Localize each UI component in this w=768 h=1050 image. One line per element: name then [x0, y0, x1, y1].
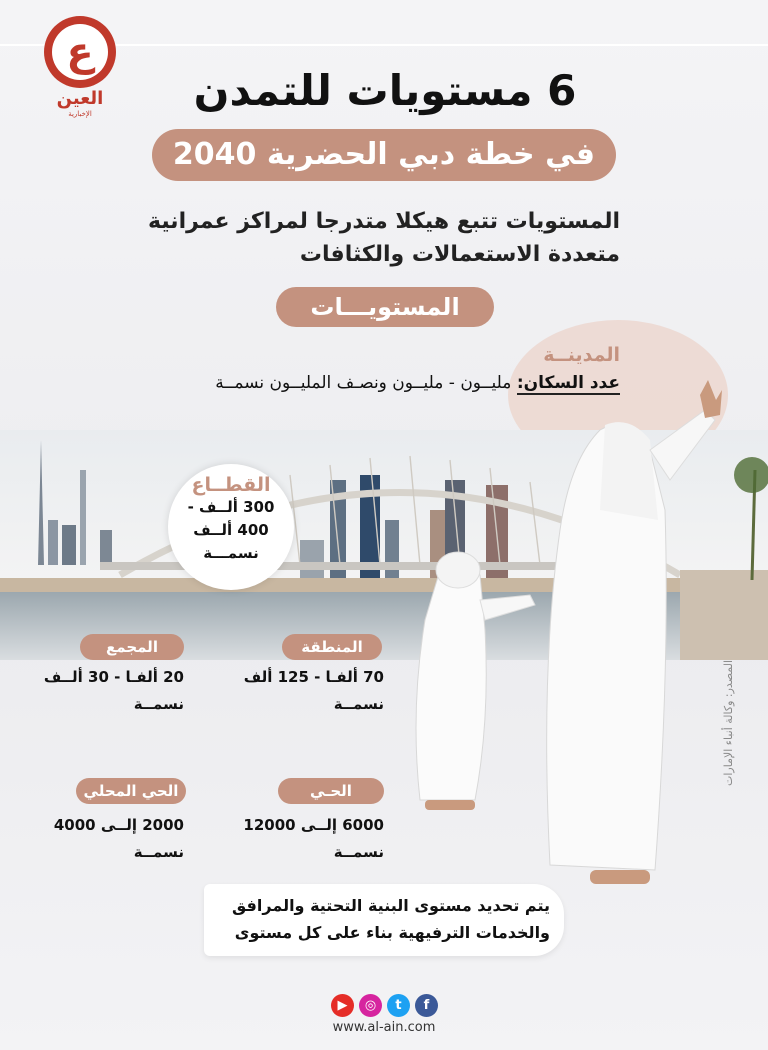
city-population-label: عدد السكان:	[516, 373, 620, 393]
neighborhood-value	[200, 812, 384, 866]
source-credit: المصدر: وكالة أنباء الإمارات	[722, 660, 735, 786]
logo-glyph: ع	[52, 24, 108, 80]
twitter-icon[interactable]: t	[387, 994, 410, 1017]
local-neighborhood-tag: الحي المحلي	[76, 778, 186, 804]
logo-name: العين	[56, 88, 104, 109]
complex-value	[20, 664, 184, 718]
region-value-line1: 70 ألفـا - 125 ألف	[243, 668, 384, 686]
complex-value-line1: 20 ألفـا - 30 ألــف	[43, 668, 184, 686]
sector-value: 300 ألــف - 400 ألــف نسمـــة	[187, 498, 275, 562]
page-title: 6 مستويات للتمدن	[193, 66, 577, 115]
neighborhood-tag: الحـي	[278, 778, 384, 804]
sector-title: القطــاع	[191, 474, 271, 496]
city-title: المدينــة	[543, 344, 620, 366]
local-neighborhood-value-line1: 2000 إلــى 4000	[53, 816, 184, 834]
website-link[interactable]: www.al-ain.com	[332, 1020, 436, 1035]
footer-note: يتم تحديد مستوى البنية التحتية والمرافق والخدمات الترفيهية بناء على كل مستوى	[204, 884, 564, 956]
father-son-figure	[400, 370, 740, 890]
local-neighborhood-value-line2: نسمــة	[133, 843, 184, 861]
local-neighborhood-value	[20, 812, 184, 866]
social-links	[331, 994, 443, 1018]
facebook-icon[interactable]: f	[415, 994, 438, 1017]
complex-value-line2: نسمــة	[133, 695, 184, 713]
logo-subtitle: الإخبارية	[68, 110, 92, 118]
complex-tag: المجمع	[80, 634, 184, 660]
instagram-icon[interactable]: ◎	[359, 994, 382, 1017]
region-value	[200, 664, 384, 718]
region-value-line2: نسمــة	[333, 695, 384, 713]
region-tag: المنطقة	[282, 634, 382, 660]
neighborhood-value-line2: نسمــة	[333, 843, 384, 861]
plan-subtitle: في خطة دبي الحضرية 2040	[152, 129, 616, 181]
sector-circle	[168, 464, 294, 590]
al-ain-logo[interactable]	[40, 16, 120, 116]
youtube-icon[interactable]: ▶	[331, 994, 354, 1017]
neighborhood-value-line1: 6000 إلــى 12000	[243, 816, 384, 834]
city-population-value: مليــون - مليــون ونصـف المليــون نسمــة	[215, 373, 512, 393]
levels-label: المستويـــات	[276, 287, 494, 327]
logo-ring	[44, 16, 116, 88]
description: المستويات تتبع هيكلا متدرجا لمراكز عمرانية متعددة الاستعمالات والكثافات	[147, 209, 620, 267]
